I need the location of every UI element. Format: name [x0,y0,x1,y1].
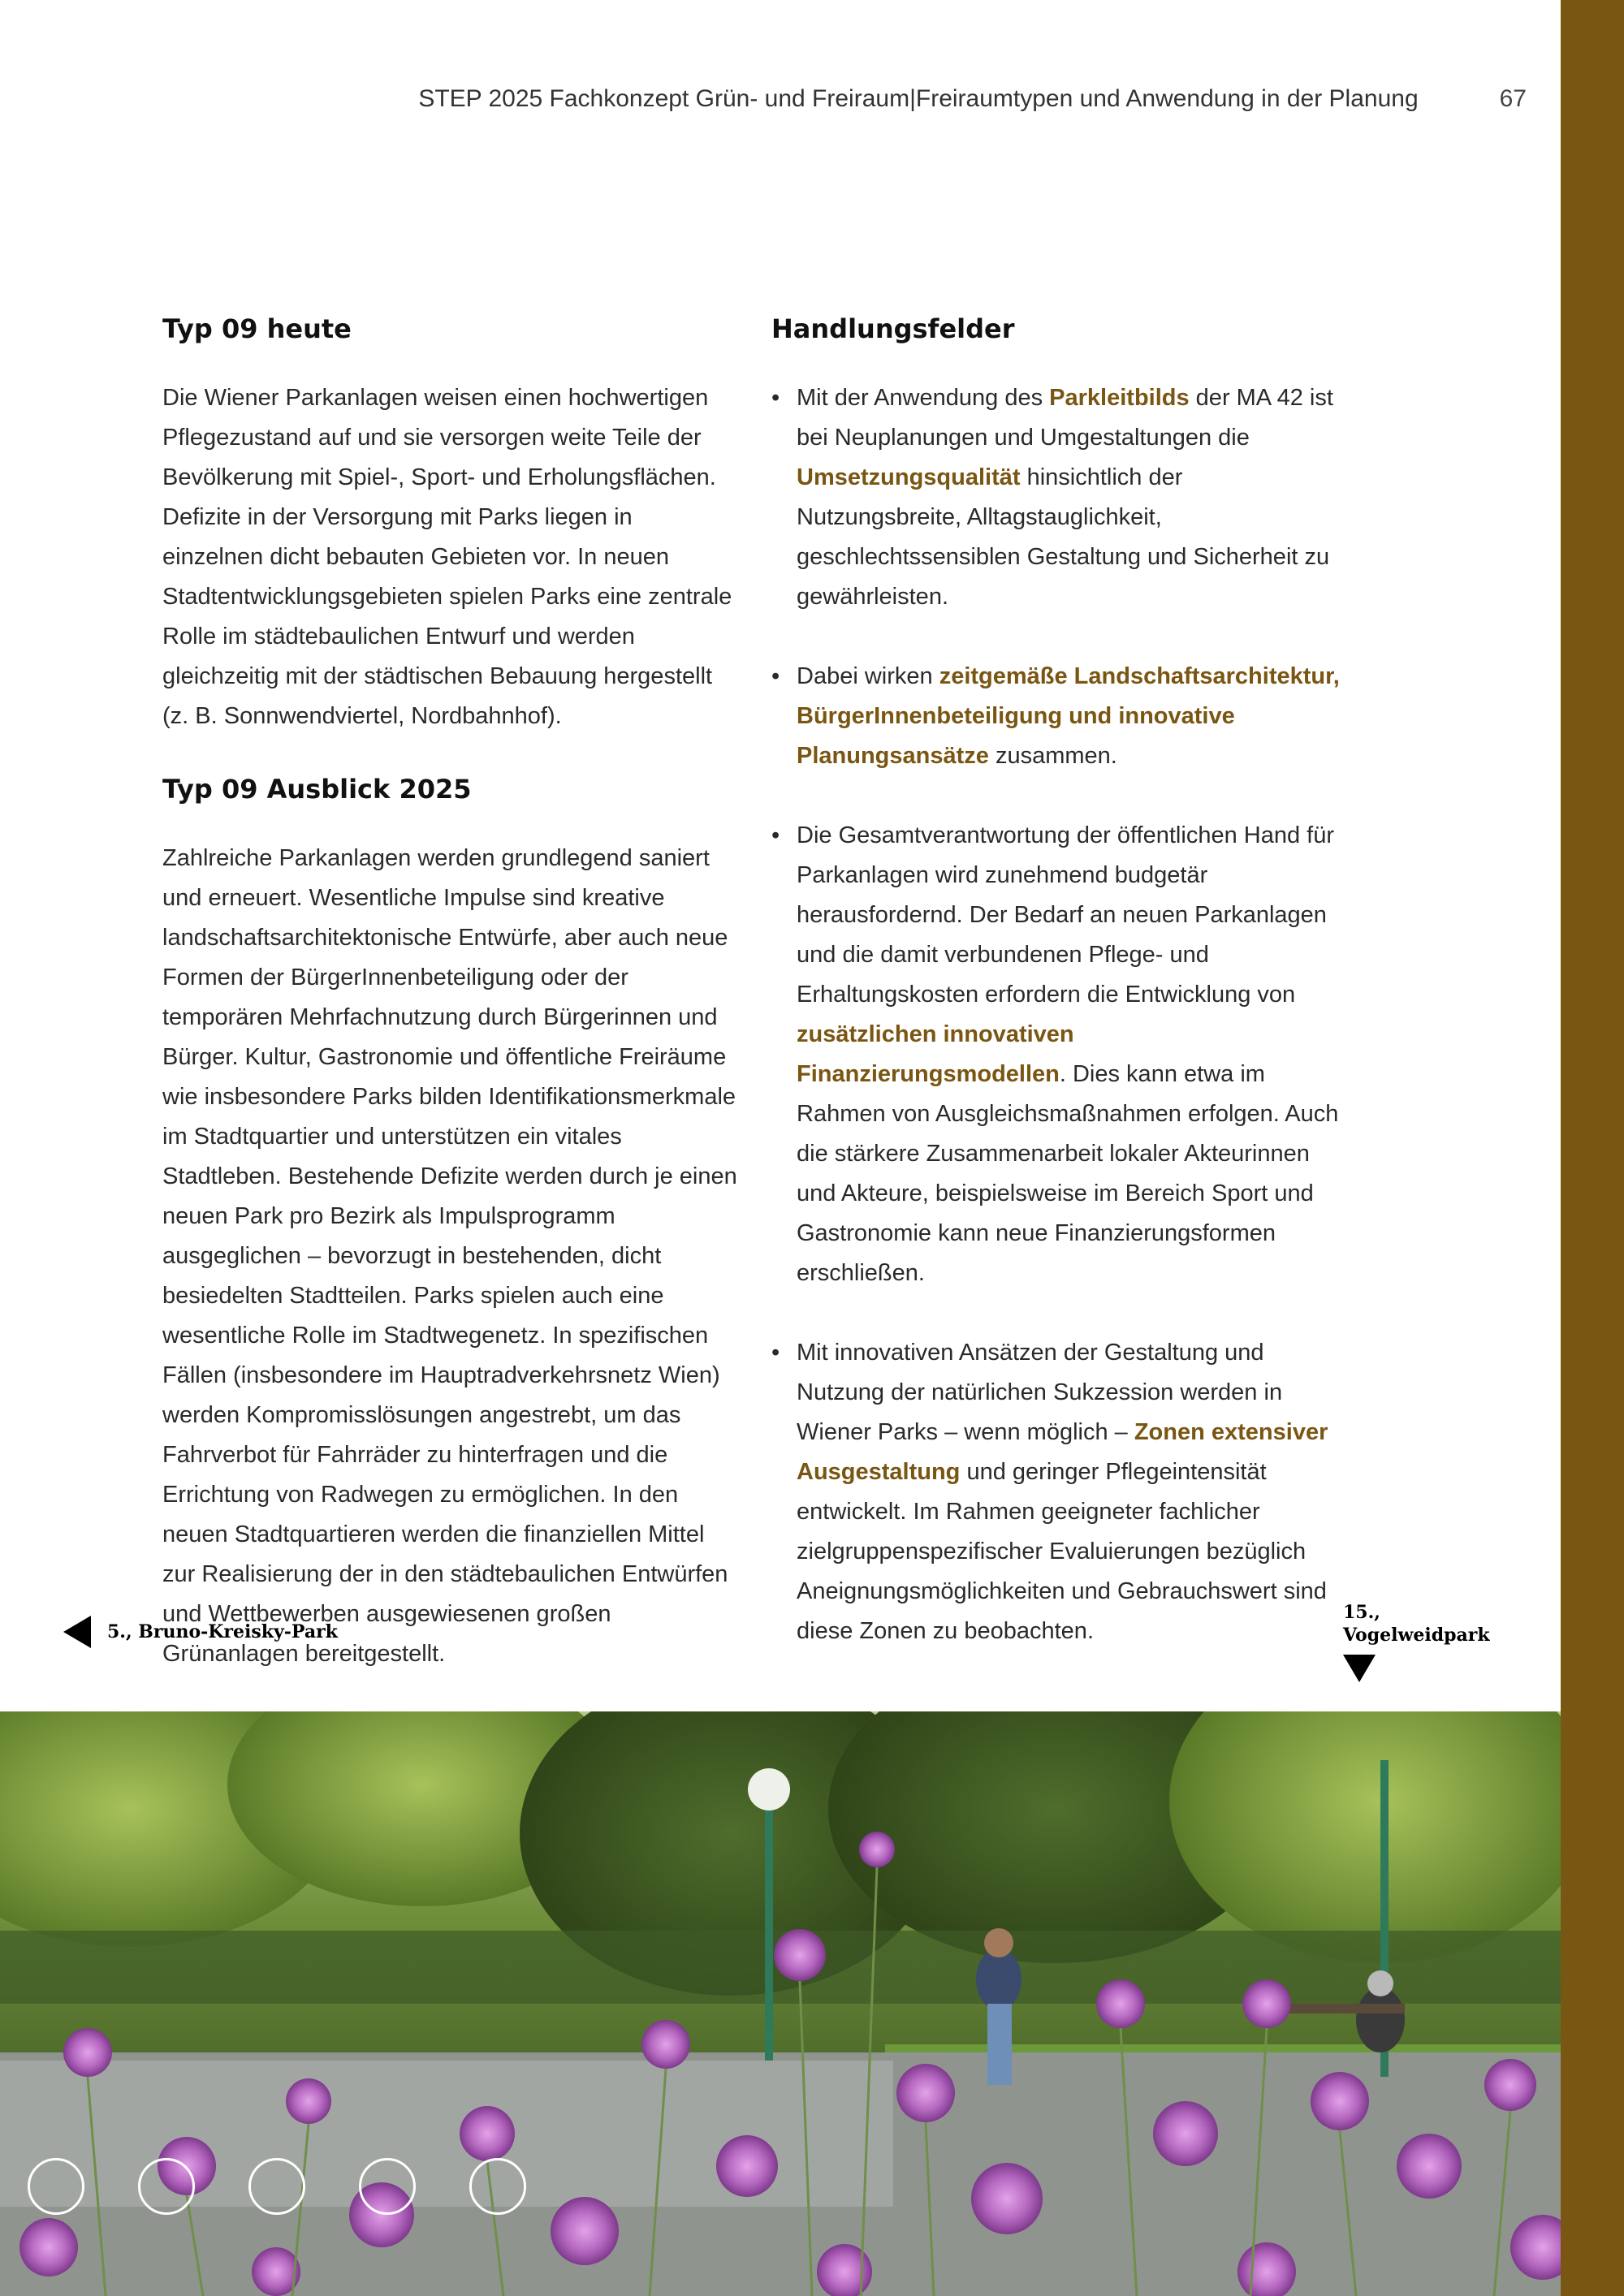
right-column [771,309,1348,1691]
arrow-left-icon [63,1616,91,1648]
arrow-down-icon [1343,1655,1376,1682]
thumbnail-circle[interactable] [28,2158,84,2215]
list-item-text: . Dies kann etwa im Rahmen von Ausgleichsmaßnahmen erfolgen. Auch die stärkere Zusammenarbeit lokaler Akteurinnen und Akteure, beispielsweise im Bereich Sport und Gastronomie kann neue Finanzierungsformen erschließen. [797,1061,1339,1286]
thumbnail-circle[interactable] [359,2158,416,2215]
list-item [771,1333,1348,1651]
paragraph-typ09-ausblick: Zahlreiche Parkanlagen werden grundlegend saniert und erneuert. Wesentliche Impulse sind kreative landschaftsarchitektonische Entwürfe, aber auch neue Formen der BürgerInnenbeteiligung oder der temporären Mehrfachnutzung durch Bürgerinnen und Bürger. Kultur, Gastronomie und öffentliche Freiräume wie insbesondere Parks bilden Identifikationsmerkmale im Stadtquartier und unterstützen ein vitales Stadtleben. Bestehende Defizite werden durch je einen neuen Park pro Bezirk als Impulsprogramm ausgeglichen – bevorzugt in bestehenden, dicht besiedelten Stadtteilen. Parks spielen auch eine wesentliche Rolle im Stadtwegenetz. In spezifischen Fällen (insbesondere im Hauptradverkehrsnetz Wien) werden Kompromisslösungen angestrebt, um das Fahrverbot für Fahrräder zu hinterfragen und die Errichtung von Radwegen zu ermöglichen. In den neuen Stadtquartieren werden die finanziellen Mittel zur Realisierung der in den städtebaulichen Entwürfen und Wettbewerben ausgewiesenen großen Grünanlagen bereitgestellt. [162,845,737,1667]
handlungsfelder-list [771,378,1348,1651]
highlight-text: Umsetzungsqualität [797,464,1021,490]
header-separator: | [909,85,916,112]
list-item [771,816,1348,1293]
thumbnail-circle[interactable] [248,2158,305,2215]
photo-nav-next[interactable] [1343,1601,1490,1682]
section-title-typ09-heute: Typ 09 heute [162,313,352,344]
highlight-text: zeitgemäße Landschaftsarchitektur, BürgerInnenbeteiligung und innovative Planungsansätze [797,663,1340,769]
left-column [162,309,739,1707]
running-header [418,83,1527,115]
header-chapter-title: Freiraumtypen und Anwendung in der Planung [915,85,1419,112]
list-item-text: und geringer Pflegeintensität entwickelt. Im Rahmen geeigneter fachlicher zielgruppenspezifischer Evaluierungen bezüglich Aneignungsmöglichkeiten und Gebrauchswert sind diese Zonen zu beobachten. [797,1459,1327,1644]
photo-label-right-line2: Vogelweidpark [1343,1625,1490,1646]
list-item-text: Mit innovativen Ansätzen der Gestaltung und Nutzung der natürlichen Sukzession werden in Wiener Parks – wenn möglich – [797,1340,1283,1445]
photo-label-right-line1: 15., [1343,1602,1380,1623]
list-item-text: Mit der Anwendung des [797,385,1050,411]
highlight-text: Zonen extensiver Ausgestaltung [797,1419,1328,1485]
paragraph-typ09-heute: Die Wiener Parkanlagen weisen einen hochwertigen Pflegezustand auf und sie versorgen weite Teile der Bevölkerung mit Spiel-, Sport- und Erholungsflächen. Defizite in der Versorgung mit Parks liegen in einzelnen dicht bebauten Gebieten vor. In neuen Stadtentwicklungsgebieten spielen Parks eine zentrale Rolle im städtebaulichen Entwurf und werden gleichzeitig mit der städtischen Bebauung hergestellt (z. B. Sonnwendviertel, Nordbahnhof). [162,385,732,729]
list-item [771,657,1348,776]
list-item [771,378,1348,617]
page-number: 67 [1499,85,1527,112]
list-item-text: hinsichtlich der Nutzungsbreite, Alltagstauglichkeit, geschlechtssensiblen Gestaltung und Sicherheit zu gewährleisten. [797,464,1330,610]
photo-label-left: 5., Bruno-Kreisky-Park [107,1621,338,1642]
section-title-handlungsfelder: Handlungsfelder [771,313,1015,344]
list-item-text: zusammen. [988,743,1117,769]
highlight-text: Parkleitbilds [1049,385,1190,411]
highlight-text: zusätzlichen innovativen Finanzierungsmodellen [797,1021,1074,1087]
list-item-text: Die Gesamtverantwortung der öffentlichen Hand für Parkanlagen wird zunehmend budgetär herausfordernd. Der Bedarf an neuen Parkanlagen und die damit verbundenen Pflege- und Erhaltungskosten erfordern die Entwicklung von [797,822,1334,1008]
list-item-text: Dabei wirken [797,663,939,689]
thumbnail-circle[interactable] [469,2158,526,2215]
thumbnail-circle[interactable] [138,2158,195,2215]
thumbnail-row [28,2158,580,2215]
photo-nav-previous[interactable] [63,1616,338,1648]
brown-sidebar-strip [1561,0,1624,2296]
header-series: STEP 2025 Fachkonzept Grün- und Freiraum [418,85,910,112]
list-item-text: der MA 42 ist bei Neuplanungen und Umgestaltungen die [797,385,1333,451]
section-title-typ09-ausblick: Typ 09 Ausblick 2025 [162,774,472,805]
